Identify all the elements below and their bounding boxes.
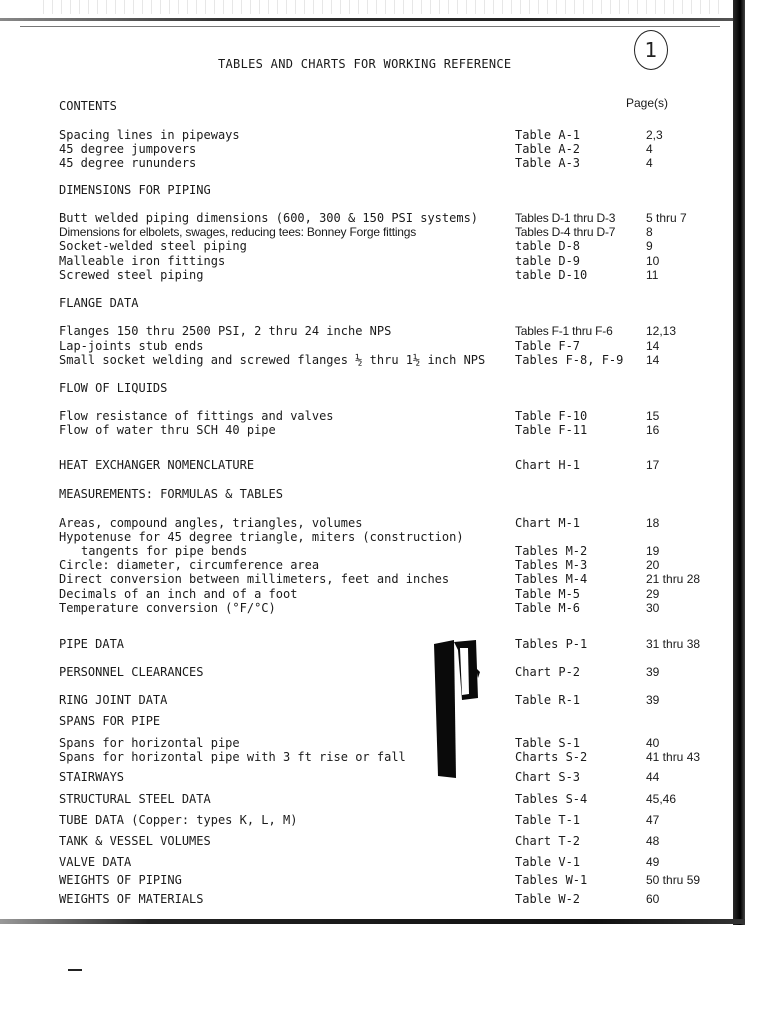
entry-page: 17 <box>646 458 660 472</box>
table-row <box>0 239 733 253</box>
entry-reference: Tables S-4 <box>515 792 588 806</box>
table-row <box>0 339 733 353</box>
entry-description: Socket-welded steel piping <box>59 239 247 253</box>
entry-page: 18 <box>646 516 660 530</box>
entry-description: 45 degree rununders <box>59 156 197 170</box>
entry-description: 45 degree jumpovers <box>59 142 197 156</box>
table-row <box>0 156 733 170</box>
table-row <box>0 423 733 437</box>
entry-description: Dimensions for elbolets, swages, reducing tees: Bonney Forge fittings <box>59 225 417 239</box>
section-heading: FLANGE DATA <box>59 296 139 310</box>
table-row <box>0 128 733 142</box>
table-row <box>0 544 733 558</box>
section-heading: VALVE DATA <box>59 855 132 869</box>
section-row <box>0 487 733 501</box>
entry-page: 49 <box>646 855 660 869</box>
entry-reference: Table F-11 <box>515 423 588 437</box>
entry-page: 40 <box>646 736 660 750</box>
entry-page: 39 <box>646 665 660 679</box>
section-row <box>0 834 733 848</box>
entry-reference: Chart S-3 <box>515 770 581 784</box>
table-row <box>0 530 733 544</box>
section-row <box>0 892 733 906</box>
table-row <box>0 558 733 572</box>
page-bottom-edge <box>0 919 745 924</box>
table-row <box>0 142 733 156</box>
entry-reference: Table T-1 <box>515 813 581 827</box>
entry-description: Lap-joints stub ends <box>59 339 204 353</box>
entry-page: 45,46 <box>646 792 677 806</box>
page-right-edge <box>733 0 745 925</box>
table-row <box>0 736 733 750</box>
entry-reference: Tables D-1 thru D-3 <box>515 211 616 225</box>
entry-reference: Table S-1 <box>515 736 581 750</box>
entry-reference: Table A-2 <box>515 142 581 156</box>
entry-reference: table D-10 <box>515 268 588 282</box>
entry-page: 2,3 <box>646 128 663 142</box>
table-row <box>0 516 733 530</box>
entry-page: 30 <box>646 601 660 615</box>
entry-page: 4 <box>646 156 653 170</box>
ink-blot-mark <box>432 638 480 780</box>
section-heading: STRUCTURAL STEEL DATA <box>59 792 211 806</box>
document-title: TABLES AND CHARTS FOR WORKING REFERENCE <box>218 57 512 71</box>
circled-page-number <box>634 30 668 70</box>
entry-reference: Table R-1 <box>515 693 581 707</box>
section-heading: TUBE DATA (Copper: types K, L, M) <box>59 813 298 827</box>
section-row <box>0 458 733 472</box>
entry-reference: Table A-3 <box>515 156 581 170</box>
section-row <box>0 770 733 784</box>
entry-description: Direct conversion between millimeters, feet and inches <box>59 572 450 586</box>
entry-description: tangents for pipe bends <box>81 544 248 558</box>
table-row <box>0 225 733 239</box>
entry-description: Flanges 150 thru 2500 PSI, 2 thru 24 inche NPS <box>59 324 392 338</box>
section-row <box>0 714 733 728</box>
entry-page: 20 <box>646 558 660 572</box>
entry-reference: Table M-6 <box>515 601 581 615</box>
entry-reference: Tables F-8, F-9 <box>515 353 624 367</box>
entry-page: 29 <box>646 587 660 601</box>
page-number-text: 1 <box>644 38 658 62</box>
entry-page: 11 <box>646 268 659 282</box>
entry-page: 10 <box>646 254 660 268</box>
entry-page: 4 <box>646 142 653 156</box>
entry-description: Flow of water thru SCH 40 pipe <box>59 423 276 437</box>
entry-reference: Table W-2 <box>515 892 581 906</box>
entry-reference: Chart T-2 <box>515 834 581 848</box>
entry-page: 16 <box>646 423 660 437</box>
entry-reference: Tables M-2 <box>515 544 588 558</box>
section-row <box>0 665 733 679</box>
entry-reference: Table F-7 <box>515 339 581 353</box>
page-top-edge <box>0 18 740 21</box>
entry-description: Flow resistance of fittings and valves <box>59 409 334 423</box>
entry-page: 31 thru 38 <box>646 637 701 651</box>
table-row <box>0 211 733 225</box>
entry-reference: Charts S-2 <box>515 750 588 764</box>
entry-page: 44 <box>646 770 660 784</box>
entry-reference: Tables F-1 thru F-6 <box>515 324 613 338</box>
section-heading: FLOW OF LIQUIDS <box>59 381 168 395</box>
entry-description: Areas, compound angles, triangles, volumes <box>59 516 363 530</box>
entry-reference: Tables D-4 thru D-7 <box>515 225 616 239</box>
entry-reference: Tables P-1 <box>515 637 588 651</box>
entry-description: Spans for horizontal pipe with 3 ft rise or fall <box>59 750 406 764</box>
section-heading: DIMENSIONS FOR PIPING <box>59 183 211 197</box>
pages-column-heading: Page(s) <box>626 96 669 110</box>
entry-reference: Chart H-1 <box>515 458 581 472</box>
table-row <box>0 324 733 338</box>
section-row <box>0 381 733 395</box>
entry-page: 12,13 <box>646 324 677 338</box>
section-heading: TANK & VESSEL VOLUMES <box>59 834 211 848</box>
entry-description: Screwed steel piping <box>59 268 204 282</box>
entry-reference: table D-9 <box>515 254 581 268</box>
entry-page: 39 <box>646 693 660 707</box>
section-heading: WEIGHTS OF MATERIALS <box>59 892 204 906</box>
table-row <box>0 353 733 367</box>
entry-page: 47 <box>646 813 660 827</box>
section-heading: SPANS FOR PIPE <box>59 714 161 728</box>
section-row <box>0 637 733 651</box>
entry-page: 50 thru 59 <box>646 873 701 887</box>
entry-page: 14 <box>646 339 660 353</box>
entry-description: Decimals of an inch and of a foot <box>59 587 298 601</box>
entry-description: Temperature conversion (°F/°C) <box>59 601 276 615</box>
table-row <box>0 601 733 615</box>
table-row <box>0 409 733 423</box>
entry-description: Butt welded piping dimensions (600, 300 & 150 PSI systems) <box>59 211 479 225</box>
table-row <box>0 572 733 586</box>
section-heading: WEIGHTS OF PIPING <box>59 873 182 887</box>
section-heading: RING JOINT DATA <box>59 693 168 707</box>
section-heading: HEAT EXCHANGER NOMENCLATURE <box>59 458 255 472</box>
section-heading: PERSONNEL CLEARANCES <box>59 665 204 679</box>
entry-description: Small socket welding and screwed flanges ½ thru 1½ inch NPS <box>59 353 486 367</box>
entry-page: 9 <box>646 239 653 253</box>
entry-page: 41 thru 43 <box>646 750 701 764</box>
section-row <box>0 183 733 197</box>
entry-reference: Tables M-4 <box>515 572 588 586</box>
contents-heading: CONTENTS <box>59 99 117 113</box>
section-row <box>0 693 733 707</box>
section-row <box>0 855 733 869</box>
entry-page: 5 thru 7 <box>646 211 687 225</box>
entry-description: Spans for horizontal pipe <box>59 736 240 750</box>
entry-description: Malleable iron fittings <box>59 254 226 268</box>
entry-reference: Table V-1 <box>515 855 581 869</box>
scan-noise-top <box>40 0 720 14</box>
entry-reference: Table A-1 <box>515 128 581 142</box>
section-heading: STAIRWAYS <box>59 770 125 784</box>
page-top-rule <box>20 26 720 27</box>
entry-description: Spacing lines in pipeways <box>59 128 240 142</box>
entry-description: Hypotenuse for 45 degree triangle, miters (construction) <box>59 530 464 544</box>
entry-page: 19 <box>646 544 660 558</box>
section-row <box>0 296 733 310</box>
table-row <box>0 750 733 764</box>
section-row <box>0 873 733 887</box>
entry-page: 21 thru 28 <box>646 572 701 586</box>
entry-reference: Tables W-1 <box>515 873 588 887</box>
entry-page: 60 <box>646 892 660 906</box>
section-heading: MEASUREMENTS: FORMULAS & TABLES <box>59 487 283 501</box>
entry-reference: Tables M-3 <box>515 558 588 572</box>
table-row <box>0 268 733 282</box>
entry-reference: Chart M-1 <box>515 516 581 530</box>
section-row <box>0 792 733 806</box>
section-row <box>0 813 733 827</box>
entry-page: 48 <box>646 834 660 848</box>
table-row <box>0 254 733 268</box>
entry-page: 8 <box>646 225 653 239</box>
entry-page: 15 <box>646 409 660 423</box>
section-heading: PIPE DATA <box>59 637 125 651</box>
stray-mark <box>68 969 82 971</box>
entry-reference: table D-8 <box>515 239 581 253</box>
entry-reference: Chart P-2 <box>515 665 581 679</box>
entry-description: Circle: diameter, circumference area <box>59 558 320 572</box>
entry-reference: Table F-10 <box>515 409 588 423</box>
entry-reference: Table M-5 <box>515 587 581 601</box>
table-row <box>0 587 733 601</box>
entry-page: 14 <box>646 353 660 367</box>
